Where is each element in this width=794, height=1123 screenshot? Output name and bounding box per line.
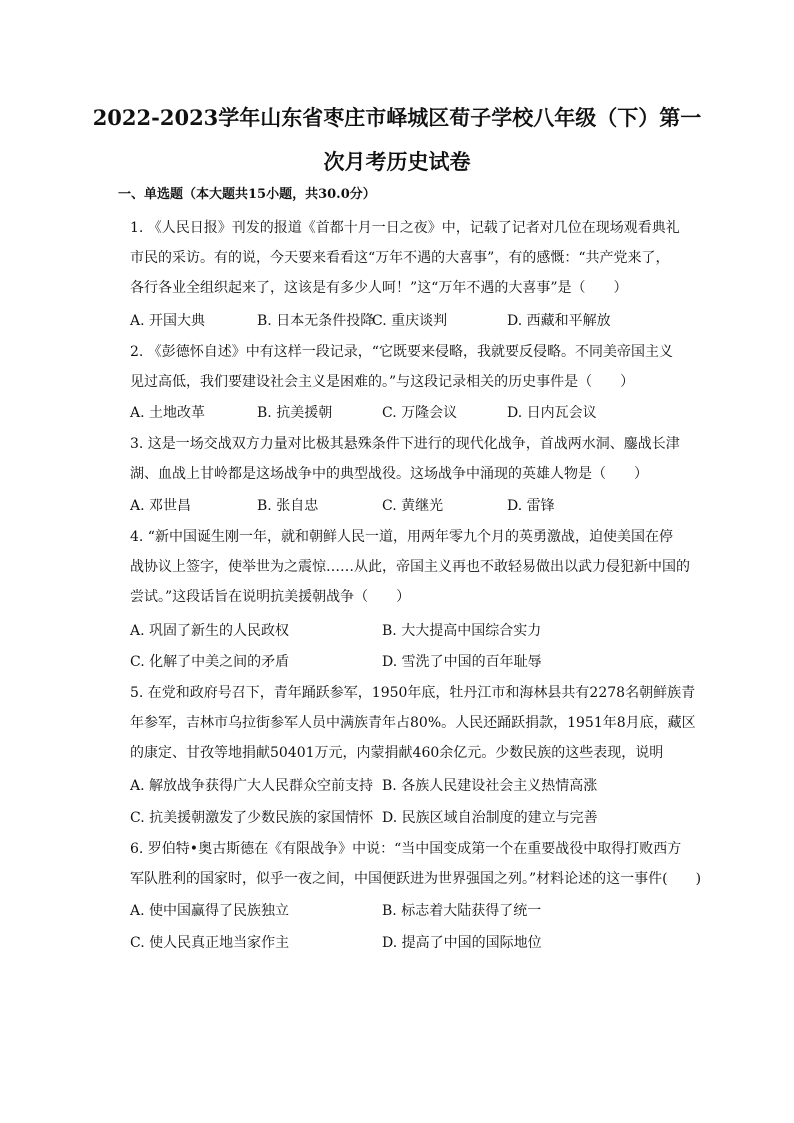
question-5 — [130, 678, 696, 768]
option-c[interactable]: C. 黄继光 — [382, 498, 444, 514]
question-text-line: 各行各业全组织起来了，这该是有多少人呵！”这“万年不遇的大喜事”是（ ） — [130, 280, 628, 296]
question-4 — [130, 522, 690, 612]
option-a[interactable]: A. 解放战争获得广大人民群众空前支持 — [130, 778, 374, 794]
question-text-line: 尝试。”这段话旨在说明抗美援朝战争（ ） — [130, 589, 411, 605]
option-c[interactable]: C. 抗美援朝激发了少数民族的家国情怀 — [130, 810, 374, 826]
question-text-line: 5. 在党和政府号召下，青年踊跃参军，1950年底，牡丹江市和海林县共有2278名朝鲜族青 — [130, 685, 696, 701]
option-c[interactable]: C. 使人民真正地当家作主 — [130, 935, 290, 951]
option-b[interactable]: B. 张自忠 — [257, 498, 319, 514]
option-b[interactable]: B. 抗美援朝 — [257, 405, 333, 421]
question-text-line: 3. 这是一场交战双方力量对比极其悬殊条件下进行的现代化战争，首战两水洞、鏖战长津 — [130, 436, 680, 452]
question-text-line: 年参军，吉林市乌拉街参军人员中满族青年占80%。人民还踊跃捐款，1951年8月底，藏区 — [130, 715, 696, 731]
option-a[interactable]: A. 邓世昌 — [130, 498, 192, 514]
question-6 — [130, 834, 702, 894]
option-c[interactable]: C. 化解了中美之间的矛盾 — [130, 654, 290, 670]
question-3 — [130, 429, 690, 489]
option-c[interactable]: C. 万隆会议 — [382, 405, 458, 421]
question-text-line: 军队胜利的国家时，似乎一夜之间，中国便跃进为世界强国之列。”材料论述的这一事件( ) — [130, 871, 702, 887]
question-text-line: 市民的采访。有的说，今天要来看看这“万年不遇的大喜事”，有的感慨：“共产党来了， — [130, 250, 670, 266]
option-d[interactable]: D. 雪洗了中国的百年耻辱 — [382, 654, 542, 670]
option-a[interactable]: A. 巩固了新生的人民政权 — [130, 623, 290, 639]
option-d[interactable]: D. 雷锋 — [507, 498, 555, 514]
exam-title-line-2: 次月考历史试卷 — [323, 149, 471, 174]
question-1 — [130, 213, 690, 303]
question-text-line: 战协议上签字，使举世为之震惊……从此，帝国主义再也不敢轻易做出以武力侵犯新中国的 — [130, 559, 690, 575]
option-a[interactable]: A. 开国大典 — [130, 313, 206, 329]
option-b[interactable]: B. 日本无条件投降 — [257, 313, 375, 329]
question-text-line: 6. 罗伯特•奥古斯德在《有限战争》中说：“当中国变成第一个在重要战役中取得打败西方 — [130, 841, 682, 857]
option-d[interactable]: D. 日内瓦会议 — [507, 405, 597, 421]
option-b[interactable]: B. 大大提高中国综合实力 — [382, 623, 542, 639]
option-b[interactable]: B. 标志着大陆获得了统一 — [382, 903, 542, 919]
question-text-line: 4. “新中国诞生刚一年，就和朝鲜人民一道，用两年零九个月的英勇激战，迫使美国在停 — [130, 529, 673, 545]
exam-title-line-1: 2022-2023学年山东省枣庄市峄城区荀子学校八年级（下）第一 — [92, 105, 702, 130]
question-2 — [130, 337, 690, 397]
question-text-line: 的康定、甘孜等地捐献50401万元，内蒙捐献460余亿元。少数民族的这些表现，说明 — [130, 745, 664, 761]
option-d[interactable]: D. 民族区域自治制度的建立与完善 — [382, 810, 598, 826]
question-text-line: 湖、血战上甘岭都是这场战争中的典型战役。这场战争中涌现的英雄人物是（ ） — [130, 466, 648, 482]
question-text-line: 2. 《彭德怀自述》中有这样一段记录，“它既要来侵略，我就要反侵略。不同美帝国主义 — [130, 344, 673, 360]
option-a[interactable]: A. 使中国赢得了民族独立 — [130, 903, 290, 919]
option-b[interactable]: B. 各族人民建设社会主义热情高涨 — [382, 778, 598, 794]
question-text-line: 见过高低，我们要建设社会主义是困难的。”与这段记录相关的历史事件是（ ） — [130, 374, 635, 390]
section-heading: 一、单选题（本大题共15小题，共30.0分） — [118, 187, 376, 202]
option-d[interactable]: D. 提高了中国的国际地位 — [382, 935, 542, 951]
option-c[interactable]: C. 重庆谈判 — [372, 313, 448, 329]
option-d[interactable]: D. 西藏和平解放 — [507, 313, 611, 329]
question-text-line: 1. 《人民日报》刊发的报道《首都十月一日之夜》中，记载了记者对几位在现场观看典礼 — [130, 220, 680, 236]
option-a[interactable]: A. 土地改革 — [130, 405, 206, 421]
